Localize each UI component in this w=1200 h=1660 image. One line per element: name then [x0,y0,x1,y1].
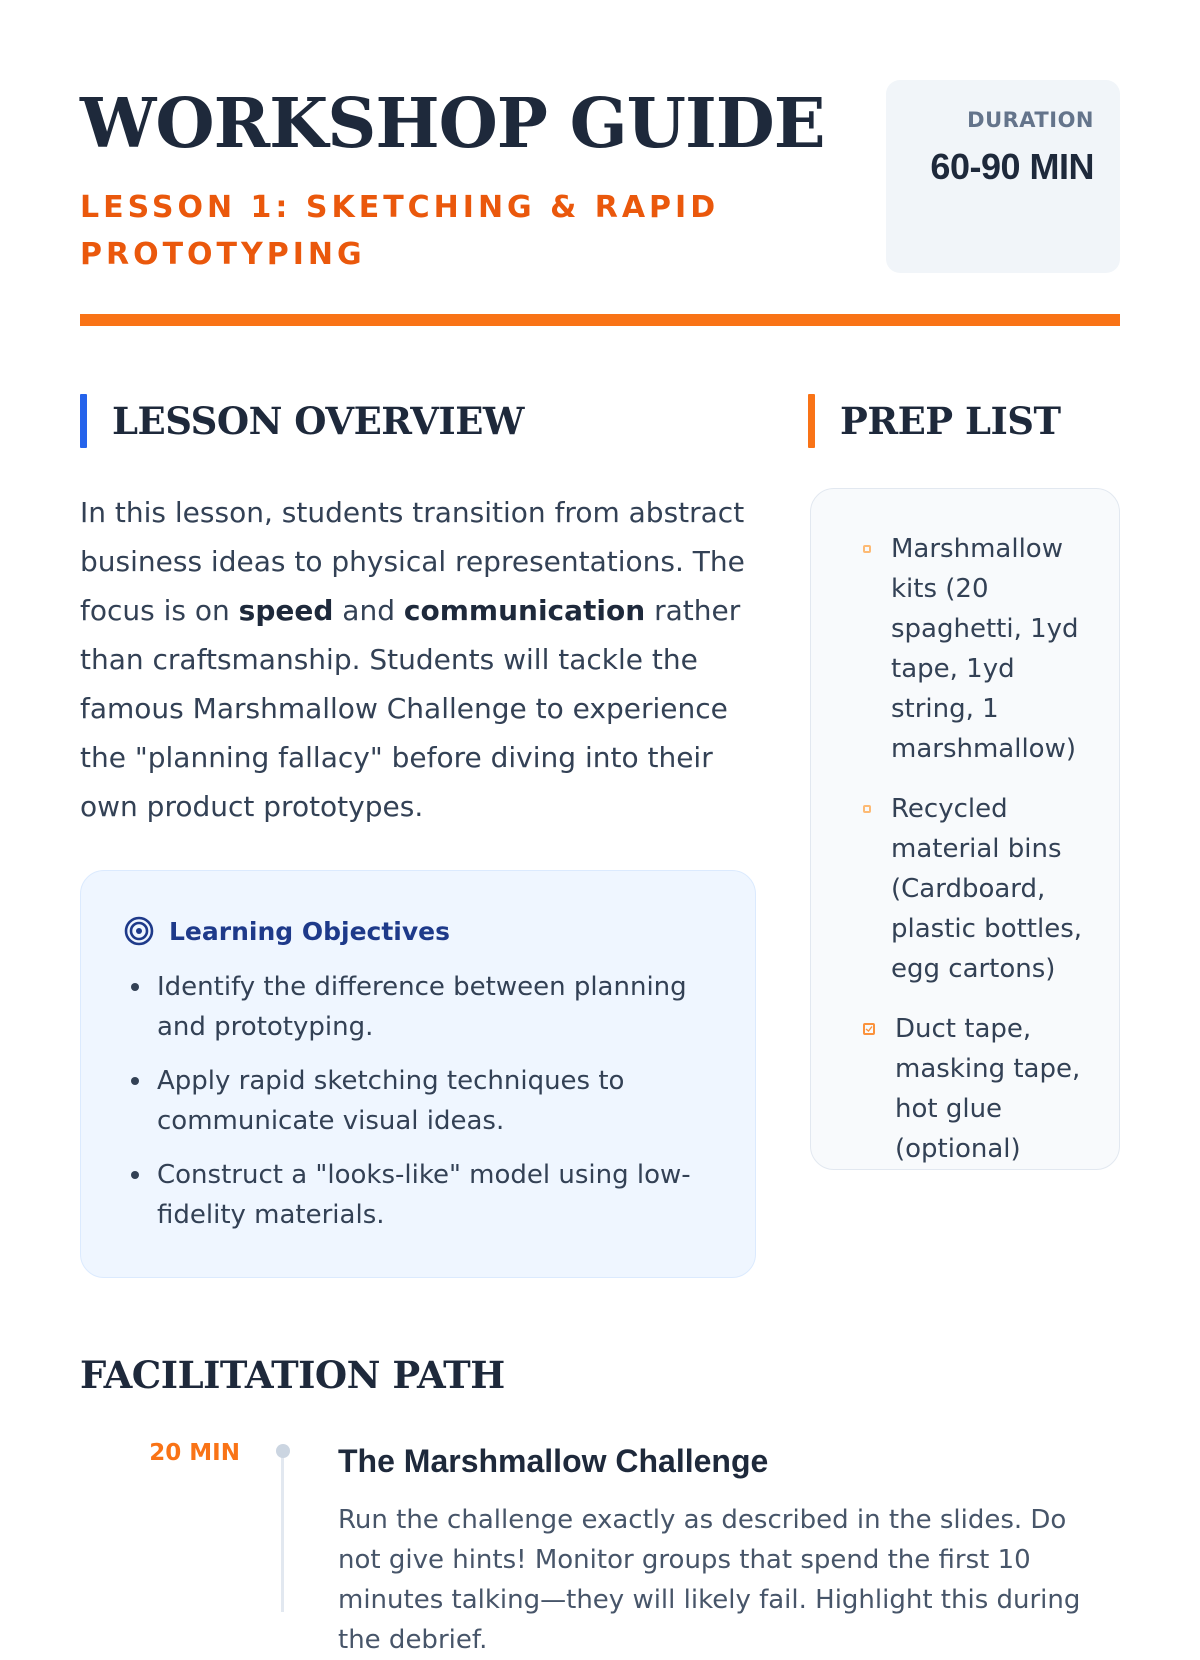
square-bullet-icon [863,545,871,553]
prep-item [851,1009,1099,1169]
prep-heading: PREP LIST [808,394,1061,448]
bullet-icon [131,983,139,991]
prep-item [851,789,1099,989]
bullet-icon [131,1171,139,1179]
page-title: WORKSHOP GUIDE [80,84,825,164]
prep-item [851,529,1099,769]
duration-card [886,80,1120,273]
header [80,80,1120,330]
prep-item-text: Recycled material bins (Cardboard, plastic bottles, egg cartons) [891,794,1083,984]
prep-item-text: Marshmallow kits (20 spaghetti, 1yd tape, 1yd string, 1 marshmallow) [891,534,1079,764]
target-icon [123,915,155,947]
overview-text-1: In this lesson, students transition from abstract business ideas to physical representations. The focus is on [80,496,745,627]
bullet-icon [131,1077,139,1085]
learning-objectives-card [80,870,756,1278]
overview-bold-speed: speed [238,594,334,627]
step-description: Run the challenge exactly as described in the slides. Do not give hints! Monitor groups that spend the first 10 minutes talking—they will likely fail. Highlight this during the debrief. [338,1505,1081,1655]
objective-item [123,967,715,1047]
overview-text-2: and [333,594,404,627]
header-divider [80,314,1120,326]
step-title: The Marshmallow Challenge [338,1443,769,1479]
overview-text-3: rather than craftsmanship. Students will tackle the famous Marshmallow Challenge to experience the "planning fallacy" before diving into their own product prototypes. [80,594,741,823]
objectives-header [123,911,715,951]
objective-item [123,1155,715,1235]
overview-bold-communication: communication [403,594,646,627]
timeline-line [281,1452,284,1612]
square-bullet-icon [863,805,871,813]
overview-paragraph [80,488,760,831]
prep-list-card [810,488,1120,1170]
objectives-list [123,967,715,1235]
objective-item [123,1061,715,1141]
objectives-title: Learning Objectives [169,916,450,946]
objective-text: Identify the difference between planning and prototyping. [157,972,687,1042]
duration-value: 60-90 MIN [930,146,1094,187]
step-time: 20 MIN [149,1440,240,1466]
duration-label: DURATION [967,108,1094,132]
lesson-subtitle: LESSON 1: SKETCHING & RAPID PROTOTYPING [80,190,720,272]
objective-text: Construct a "looks-like" model using low-fidelity materials. [157,1160,691,1230]
objective-text: Apply rapid sketching techniques to communicate visual ideas. [157,1066,625,1136]
timeline-dot-icon [276,1444,290,1458]
overview-heading: LESSON OVERVIEW [80,394,524,448]
checkbox-icon [863,1023,875,1035]
facilitation-heading: FACILITATION PATH [80,1353,505,1397]
prep-item-text: Duct tape, masking tape, hot glue (optional) [895,1014,1081,1164]
